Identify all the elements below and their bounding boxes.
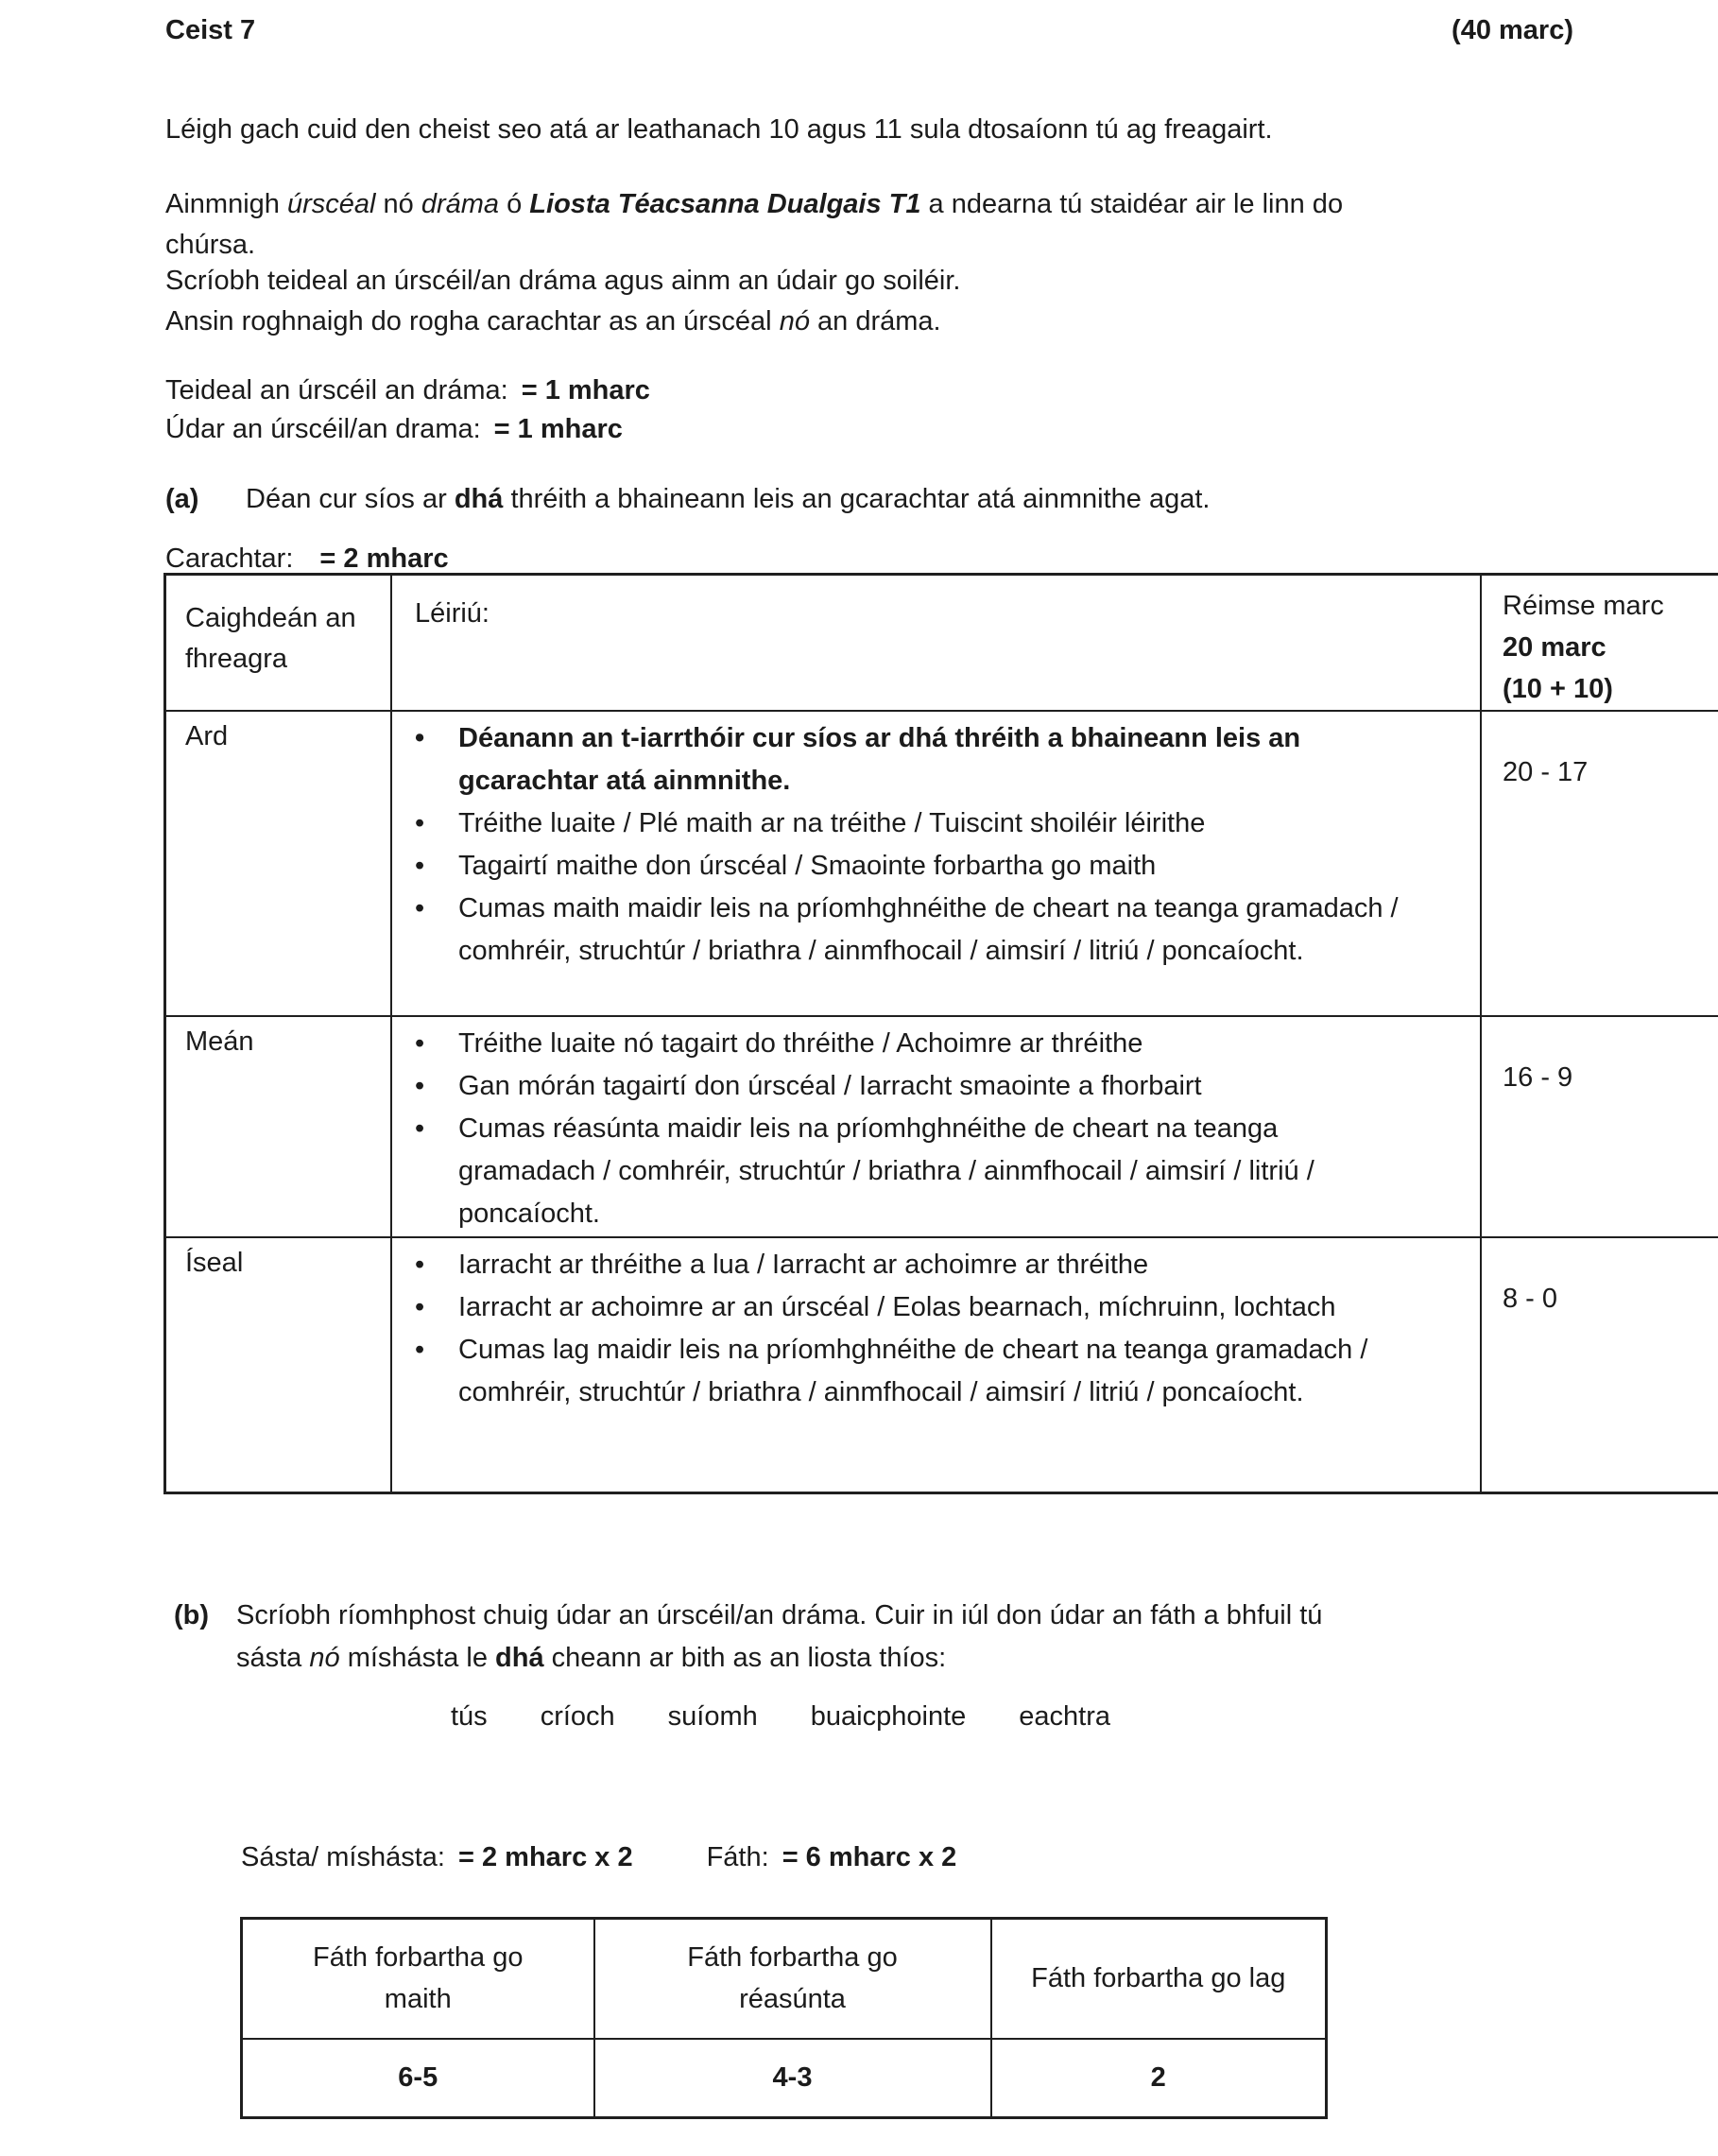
criteria-item: • Gan mórán tagairtí don úrscéal / Iarracht smaointe a fhorbairt xyxy=(392,1065,1480,1108)
mark-label: Carachtar: xyxy=(165,543,294,574)
text-segment: Scríobh ríomhphost chuig údar an úrscéil/an dráma. Cuir in iúl don údar an fáth a bhfuil tú xyxy=(236,1600,1323,1630)
rubric-header-row xyxy=(165,575,1718,712)
criteria-cell xyxy=(391,1237,1481,1492)
text-segment: Ainmnigh xyxy=(165,189,287,219)
criteria-item: • Cumas maith maidir leis na príomhghnéithe de cheart na teanga gramadach / comhréir, struchtúr / briathra / ainmfhocail / aimsirí / litriú / poncaíocht. xyxy=(392,888,1480,973)
criteria-cell xyxy=(391,1016,1481,1237)
criteria-list xyxy=(392,1023,1480,1235)
criteria-item: • Tréithe luaite nó tagairt do thréithe / Achoimre ar thréithe xyxy=(392,1023,1480,1065)
part-b-instruction xyxy=(174,1595,1673,1680)
mark-value: = 6 mharc x 2 xyxy=(782,1842,957,1872)
mark-line-title xyxy=(165,375,650,406)
rubric-table xyxy=(163,573,1718,1494)
mark-label: Teideal an úrscéil an dráma: xyxy=(165,375,508,405)
option-item: tús xyxy=(451,1701,488,1732)
text-segment-bold: dhá xyxy=(454,484,504,514)
mark-value: = 2 mharc x 2 xyxy=(458,1842,633,1872)
reason-value-weak: 2 xyxy=(991,2039,1327,2118)
text-segment-italic: nó xyxy=(779,306,810,336)
criteria-list xyxy=(392,1244,1480,1414)
reason-value-row xyxy=(242,2039,1327,2118)
option-item: críoch xyxy=(540,1701,615,1732)
mark-label: Údar an úrscéil/an drama: xyxy=(165,414,481,444)
part-a-label: (a) xyxy=(165,484,199,514)
marks-total-label: 20 marc xyxy=(1503,632,1606,663)
criteria-item: • Cumas lag maidir leis na príomhghnéithe de cheart na teanga gramadach / comhréir, struchtúr / briathra / ainmfhocail / aimsirí / litriú / poncaíocht. xyxy=(392,1329,1480,1414)
text-segment: a ndearna tú staidéar air le linn do xyxy=(920,189,1344,219)
rubric-row-ard xyxy=(165,711,1718,1016)
prescribed-texts-list-name: Liosta Téacsanna Dualgais T1 xyxy=(529,189,921,219)
option-item: suíomh xyxy=(667,1701,758,1732)
text-segment-italic: nó xyxy=(309,1643,340,1673)
level-cell: Íseal xyxy=(165,1237,392,1492)
question-number: Ceist 7 xyxy=(165,15,256,45)
mark-value: = 2 mharc xyxy=(319,543,449,574)
criteria-item: • Cumas réasúnta maidir leis na príomhghnéithe de cheart na teanga gramadach / comhréir, struchtúr / briathra / ainmfhocail / aimsirí / litriú / poncaíocht. xyxy=(392,1108,1480,1235)
text-segment: cheann ar bith as an liosta thíos: xyxy=(543,1643,947,1673)
mark-label: Fáth: xyxy=(706,1842,769,1872)
mark-line-character xyxy=(165,543,449,575)
option-item: eachtra xyxy=(1019,1701,1110,1732)
reason-header-good: Fáth forbartha go maith xyxy=(242,1919,594,2039)
text-segment: ó xyxy=(499,189,530,219)
text-segment: Ansin roghnaigh do rogha carachtar as an úrscéal xyxy=(165,306,780,336)
reason-value-good: 6-5 xyxy=(242,2039,594,2118)
criteria-item: • Déanann an t-iarrthóir cur síos ar dhá thréith a bhaineann leis an gcarachtar atá ainmnithe. xyxy=(392,717,1480,802)
part-a-instruction xyxy=(165,484,1616,515)
text-segment: chúrsa. xyxy=(165,230,256,260)
marks-cell: 16 - 9 xyxy=(1481,1016,1718,1237)
marks-range-label: Réimse marc xyxy=(1503,591,1664,621)
rubric-header-marks xyxy=(1481,575,1718,712)
total-marks: (40 marc) xyxy=(1452,15,1573,45)
text-segment: nó xyxy=(375,189,421,219)
level-cell: Meán xyxy=(165,1016,392,1237)
rubric-row-mean xyxy=(165,1016,1718,1237)
rubric-row-iseal xyxy=(165,1237,1718,1492)
intro-instruction: Léigh gach cuid den cheist seo atá ar leathanach 10 agus 11 sula dtosaíonn tú ag freagairt. xyxy=(165,114,1273,145)
criteria-list xyxy=(392,717,1480,973)
mark-label: Sásta/ míshásta: xyxy=(241,1842,445,1872)
reason-header-reasonable: Fáth forbartha go réasúnta xyxy=(594,1919,991,2039)
criteria-item: • Tagairtí maithe don úrscéal / Smaointe forbartha go maith xyxy=(392,845,1480,888)
reason-header-row xyxy=(242,1919,1327,2039)
reason-header-weak: Fáth forbartha go lag xyxy=(991,1919,1327,2039)
character-choice-instruction xyxy=(165,306,1611,337)
mark-line-author xyxy=(165,414,623,445)
title-author-instruction: Scríobh teideal an úrscéil/an dráma agus ainm an údair go soiléir. xyxy=(165,266,961,296)
text-segment-italic: dráma xyxy=(421,189,500,219)
criteria-item: • Tréithe luaite / Plé maith ar na tréithe / Tuiscint shoiléir léirithe xyxy=(392,802,1480,845)
text-segment: Déan cur síos ar xyxy=(246,484,455,514)
text-segment: míshásta le xyxy=(339,1643,496,1673)
option-list xyxy=(451,1701,1110,1733)
text-segment: an dráma. xyxy=(809,306,941,336)
option-item: buaicphointe xyxy=(810,1701,967,1732)
reason-value-reasonable: 4-3 xyxy=(594,2039,991,2118)
mark-line-satisfied-reason xyxy=(241,1842,956,1873)
part-b-label: (b) xyxy=(174,1600,210,1630)
criteria-item: • Iarracht ar achoimre ar an úrscéal / Eolas bearnach, míchruinn, lochtach xyxy=(392,1286,1480,1329)
text-segment: thréith a bhaineann leis an gcarachtar atá ainmnithe agat. xyxy=(503,484,1211,514)
marks-cell: 8 - 0 xyxy=(1481,1237,1718,1492)
reason-quality-table xyxy=(240,1917,1328,2119)
mark-value: = 1 mharc xyxy=(521,375,650,405)
text-segment-italic: úrscéal xyxy=(286,189,376,219)
criteria-item: • Iarracht ar thréithe a lua / Iarracht ar achoimre ar thréithe xyxy=(392,1244,1480,1286)
marks-split-label: (10 + 10) xyxy=(1503,674,1613,704)
level-cell: Ard xyxy=(165,711,392,1016)
text-segment: sásta xyxy=(236,1643,310,1673)
rubric-header-standard: Caighdeán an fhreagra xyxy=(165,575,392,712)
criteria-cell xyxy=(391,711,1481,1016)
marks-cell: 20 - 17 xyxy=(1481,711,1718,1016)
mark-value: = 1 mharc xyxy=(493,414,623,444)
text-segment-bold: dhá xyxy=(495,1643,544,1673)
naming-instruction xyxy=(165,184,1611,266)
page-header xyxy=(165,15,1573,46)
rubric-header-description: Léiriú: xyxy=(391,575,1481,712)
